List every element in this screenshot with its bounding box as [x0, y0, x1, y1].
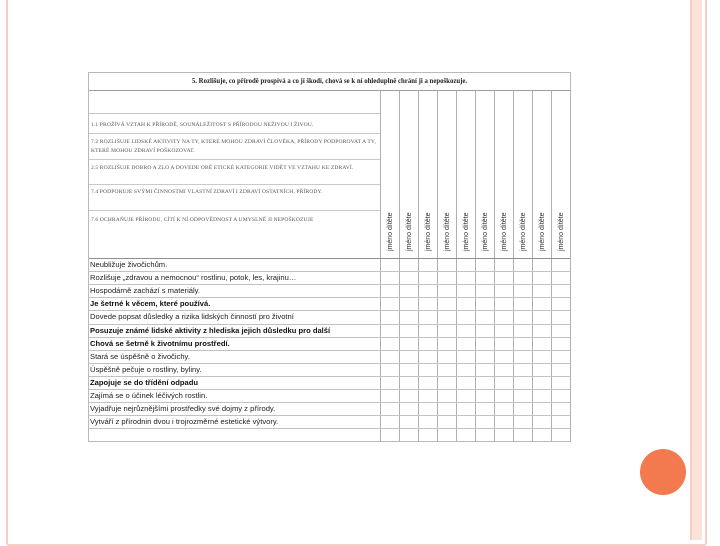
criterion-divider — [89, 159, 380, 160]
row-divider — [89, 363, 570, 364]
row-divider — [89, 297, 570, 298]
child-name-column-3: jméno dítěte — [425, 212, 432, 251]
row-divider — [89, 324, 570, 325]
header-bottom-line — [89, 258, 570, 259]
observation-item: Vytváří z přírodnin dvou i trojrozměrné estetické výtvory. — [90, 417, 279, 427]
evaluation-sheet — [88, 72, 571, 442]
child-name-column-8: jméno dítěte — [520, 212, 527, 251]
sheet-title: 5. Rozlišuje, co přírodě prospívá a co jí škodí, chová se k ní ohleduplně chrání ji a nepoškozuje. — [89, 73, 570, 91]
child-name-column-7: jméno dítěte — [501, 212, 508, 251]
child-name-column-1: jméno dítěte — [387, 212, 394, 251]
criterion-4: 7.4 PODPORUJE SVÝMI ČINNOSTMI VLASTNÍ ZDRAVÍ I ZDRAVÍ OSTATNÍCH, PŘÍRODY. — [91, 189, 323, 195]
observation-item: Posuzuje známé lidské aktivity z hlediska jejich důsledku pro další — [90, 325, 331, 335]
observation-item: Je šetrné k věcem, které používá. — [90, 299, 211, 309]
criterion-1: 1.1 PROŽÍVÁ VZTAH K PŘÍRODĚ, SOUNÁLEŽITOST S PŘÍRODOU NEŽIVOU I ŽIVOU. — [91, 122, 314, 128]
row-divider — [89, 389, 570, 390]
observation-item: Vyjadřuje nejrůznějšími prostředky své dojmy z přírody. — [90, 404, 276, 414]
blank-header-row — [89, 90, 380, 114]
child-name-column-5: jméno dítěte — [463, 212, 470, 251]
criterion-5: 7.6 OCHRAŇUJE PŘÍRODU, CÍTÍ K NÍ ODPOVĚDNOST A UMYSLNĚ JI NEPOŠKOZUJE — [91, 217, 314, 223]
row-divider — [89, 350, 570, 351]
observation-item: Chová se šetrně k životnímu prostředí. — [90, 338, 230, 348]
observation-item: Zajímá se o účinek léčivých rostlin. — [90, 391, 208, 400]
row-divider — [89, 428, 570, 429]
row-divider — [89, 402, 570, 403]
row-divider — [89, 271, 570, 272]
row-divider — [89, 376, 570, 377]
observation-item: Zapojuje se do třídění odpadu — [90, 377, 199, 387]
observation-item: Neubližuje živočichům. — [90, 260, 168, 269]
row-divider — [89, 284, 570, 285]
row-divider — [89, 337, 570, 338]
observation-item: Rozlišuje „zdravou a nemocnou“ rostlinu, potok, les, krajinu… — [90, 273, 297, 283]
criterion-divider — [89, 210, 380, 211]
criterion-divider — [89, 133, 380, 134]
child-name-column-9: jméno dítěte — [539, 212, 546, 251]
child-name-column-4: jméno dítěte — [444, 212, 451, 251]
row-divider — [89, 310, 570, 311]
child-name-column-2: jméno dítěte — [406, 212, 413, 251]
observation-item: Hospodárně zachází s materiály. — [90, 286, 201, 296]
decorative-orange-circle — [640, 449, 686, 495]
row-divider — [89, 415, 570, 416]
criterion-divider — [89, 184, 380, 185]
column-divider — [570, 90, 571, 442]
criterion-3: 2.5 ROZLIŠUJE DOBRO A ZLO A DOVEDE OBĚ ETICKÉ KATEGORIE VIDĚT VE VZTAHU KE ZDRAVÍ. — [91, 165, 354, 171]
slide-side-stripe — [690, 0, 702, 540]
observation-item: Dovede popsat důsledky a rizika lidských činností pro životní — [90, 312, 294, 322]
observation-item: Úspěšně pečuje o rostliny, byliny. — [90, 364, 202, 374]
criterion-2: 7.2 ROZLIŠUJE LIDSKÉ AKTIVITY NA TY, KTERÉ MOHOU ZDRAVÍ ČLOVĚKA, PŘÍRODY PODPOROVAT A TY, KTERÉ MOHOU ZDRAVÍ POŠKOZOVAT. — [91, 139, 376, 154]
child-name-column-10: jméno dítěte — [558, 212, 565, 251]
child-name-column-6: jméno dítěte — [482, 212, 489, 251]
observation-item: Stará se úspěšně o živočichy. — [90, 351, 190, 361]
